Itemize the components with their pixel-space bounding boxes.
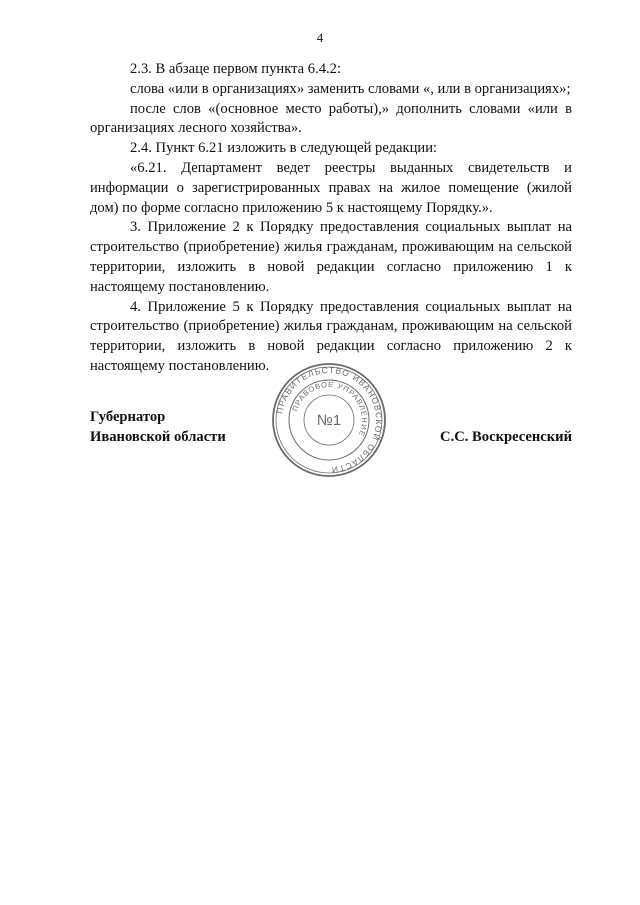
signatory-title <box>90 408 226 448</box>
seal-number: №1 <box>316 412 342 429</box>
signature-block <box>90 364 572 484</box>
paragraph: 2.4. Пункт 6.21 изложить в следующей редакции: <box>130 140 438 157</box>
paragraph: слова «или в организациях» заменить словами «, или в организациях»; <box>130 80 571 97</box>
svg-text:ПРАВОВОЕ УПРАВЛЕНИЕ <box>290 380 369 438</box>
seal-inner-text: ПРАВОВОЕ УПРАВЛЕНИЕ <box>290 379 370 439</box>
paragraph: 4. Приложение 5 к Порядку предоставления социальных выплат на строительство (приобретение) жилья гражданам, проживающим на сельской территории, изложить в новой редакции согласно приложению 2 к настоящему постановлению. <box>90 298 572 374</box>
signatory-name: С.С. Воскресенский <box>440 429 572 445</box>
paragraph: 3. Приложение 2 к Порядку предоставления социальных выплат на строительство (приобретение) жилья гражданам, проживающим на сельской территории, изложить в новой редакции согласно приложению 1 к настоящему постановлению. <box>90 219 572 295</box>
signatory-title-line: Ивановской области <box>90 428 226 445</box>
page-number: 4 <box>316 30 324 45</box>
paragraph: после слов «(основное место работы),» дополнить словами «или в организациях лесного хозяйства». <box>90 100 572 137</box>
official-seal <box>271 362 387 478</box>
seal-outer-text: ПРАВИТЕЛЬСТВО ИВАНОВСКОЙ ОБЛАСТИ <box>274 364 385 476</box>
paragraph: «6.21. Департамент ведет реестры выданных свидетельств и информации о зарегистрированных правах на жилое помещение (жилой дом) по форме согласно приложению 5 к настоящему Порядку.». <box>90 159 572 216</box>
signatory-title-line: Губернатор <box>90 409 166 425</box>
paragraph: 2.3. В абзаце первом пункта 6.4.2: <box>130 61 342 77</box>
document-body <box>90 60 572 377</box>
seal-graphic <box>271 362 387 478</box>
